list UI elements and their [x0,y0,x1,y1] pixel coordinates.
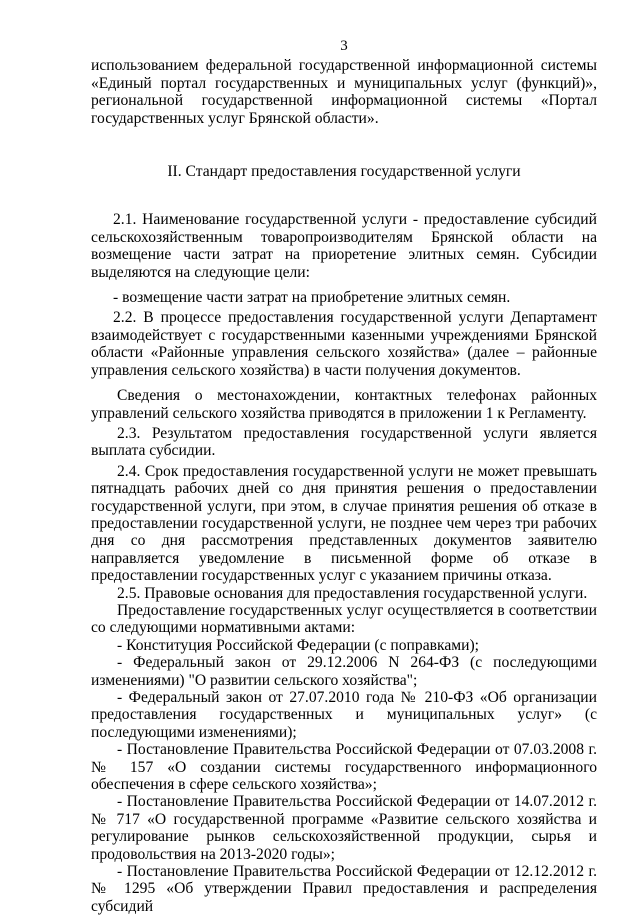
legal-act-item: - Постановление Правительства Российской Федерации от 14.07.2012 г. № 717 «О государственной программе «Развитие сельского хозяйства и регулирование рынков сельскохозяйственной продукции, сырья и продовольствия на 2013-2020 годы»; [91,793,597,863]
paragraph-2-4: 2.4. Срок предоставления государственной услуги не может превышать пятнадцать рабочих дней со дня принятия решения о предоставлении государственной услуги, при этом, в случае принятия решения об отказе в предоставлении государственной услуги, не позднее чем через три рабочих дня со дня рассмотрения представленных документов заявителю направляется уведомление в письменной форме об отказе в предоставлении государственных услуг с указанием причины отказа. [91,462,597,585]
paragraph-2-3: 2.3. Результатом предоставления государственной услуги является выплата субсидии. [91,424,597,460]
location-info-paragraph: Сведения о местонахождении, контактных телефонах районных управлений сельского хозяйства приводятся в приложении 1 к Регламенту. [91,387,597,422]
goal-item: - возмещение части затрат на приобретение элитных семян. [113,289,511,307]
legal-act-item: - Постановление Правительства Российской Федерации от 07.03.2008 г. № 157 «О создании системы государственного информационного обеспечения в сфере сельского хозяйства»; [91,741,597,794]
page-number: 3 [340,38,348,54]
legal-acts-intro: Предоставление государственных услуг осуществляется в соответствии со следующими нормативными актами: [91,601,597,637]
paragraph-2-1: 2.1. Наименование государственной услуги - предоставление субсидий сельскохозяйственным товаропроизводителям Брянской области на возмещение части затрат на приоретение элитных семян. Субсидии выделяются на следующие цели: [91,211,597,281]
legal-act-item: - Федеральный закон от 29.12.2006 N 264-ФЗ (с последующими изменениями) "О развитии сельского хозяйства"; [91,654,597,689]
section-heading: II. Стандарт предоставления государственной услуги [167,163,521,181]
document-page [91,38,597,915]
legal-act-item: - Постановление Правительства Российской Федерации от 12.12.2012 г. № 1295 «Об утверждении Правил предоставления и распределения субсидий [91,863,597,915]
legal-act-item: - Конституция Российской Федерации (с поправками); [117,636,479,654]
intro-paragraph: использованием федеральной государственной информационной системы «Единый портал государственных и муниципальных услуг (функций)», региональной государственной информационной системы «Портал государственных услуг Брянской области». [91,57,597,127]
paragraph-2-5: 2.5. Правовые основания для предоставления государственной услуги. [117,584,588,602]
paragraph-2-2: 2.2. В процессе предоставления государственной услуги Департамент взаимодействует с государственными казенными учреждениями Брянской области «Районные управления сельского хозяйства» (далее – районные управления сельского хозяйства) в части получения документов. [91,309,597,379]
legal-act-item: - Федеральный закон от 27.07.2010 года № 210-ФЗ «Об организации предоставления государственных и муниципальных услуг» (с последующими изменениями); [91,689,597,741]
